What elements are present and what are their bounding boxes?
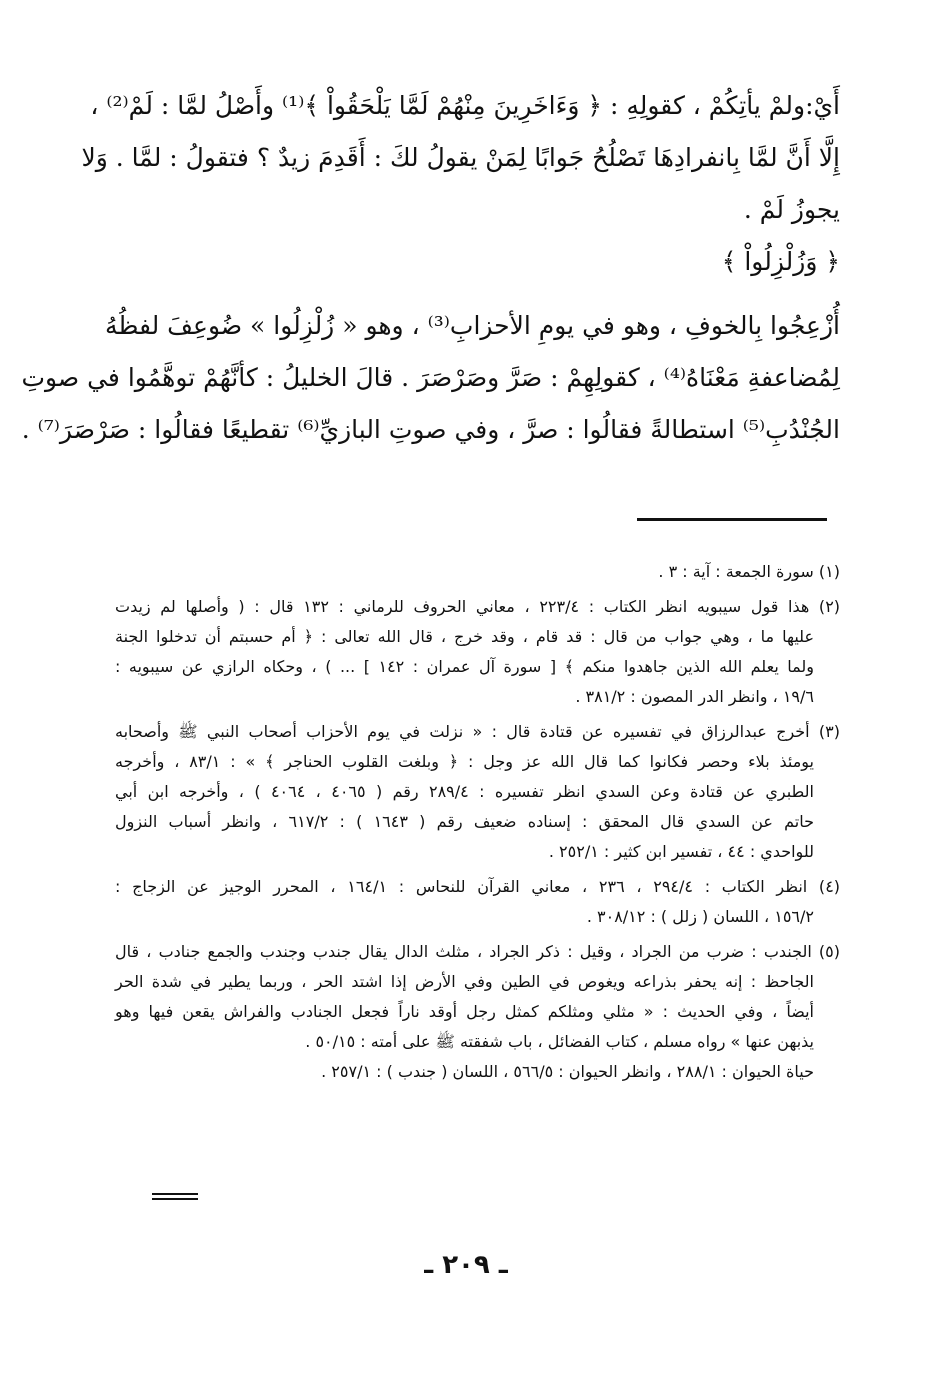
- footnote-5: [115, 937, 840, 1087]
- quran-heading: ﴿ وَزُلْزِلُواْ ﴾: [721, 247, 840, 276]
- main-text-line: يجوزُ لَمْ .: [743, 195, 840, 224]
- main-text: [21, 80, 840, 456]
- footnote-line: الطبري عن قتادة وعن السدي انظر تفسيره : ٢٨٩/٤ رقم ( ٤٠٦٥ ، ٤٠٦٤ ) ، وأخرجه ابن أبي: [115, 782, 814, 801]
- footnote-line: عليها ما ، وهي جواب من قال : قد قام ، وقد خرج ، قال الله تعالى : ﴿ أم حسبتم أن تدخلوا الجنة: [115, 627, 814, 646]
- footnote-line: (١) سورة الجمعة : آية : ٣ .: [658, 562, 840, 581]
- footnote-3: [115, 717, 840, 867]
- footnote-1: [115, 557, 840, 587]
- footnote-4: [115, 872, 840, 932]
- footnote-divider: [637, 518, 827, 521]
- main-text-line: لِمُضاعفةِ مَعْنَاهُ⁽⁴⁾ ، كقولِهِمْ : صَرَّ وصَرْصَرَ . قالَ الخليلُ : كأنَّهُمْ توهَّمُوا في صوتِ: [21, 363, 840, 392]
- footnote-line: (٢) هذا قول سيبويه انظر الكتاب : ٢٢٣/٤ ، معاني الحروف للرماني : ١٣٢ قال : ( وأصلها لم زيدت: [115, 597, 841, 616]
- main-text-line: إِلَّا أَنَّ لمَّا بِانفرادِهَا تَصْلُحُ جَوابًا لِمَنْ يقولُ لكَ : أَقَدِمَ زيدٌ ؟ فتقولُ : لمَّا . وَلا: [81, 143, 840, 172]
- footnote-line: حاتم عن السدي قال المحقق : إسناده ضعيف رقم ( ١٦٤٣ ) : ٦١٧/٢ ، وانظر أسباب النزول: [115, 812, 815, 831]
- footnote-line: (٥) الجندب : ضرب من الجراد ، وقيل : ذكر الجراد ، مثلث الدال يقال جندب وجندب والجمع جنادب ، قال: [115, 942, 840, 961]
- footnote-line: الجاحظ : إنه يحفر بذراعه ويغوص في الطين وفي الأرض إذا اشتد الحر ، وربما يطير في شدة الحر: [115, 972, 814, 991]
- footnote-line: للواحدي : ٤٤ ، تفسير ابن كثير : ٢٥٢/١ .: [548, 842, 814, 861]
- footnote-2: [115, 592, 840, 712]
- footnote-line: يومئذ بلاء وحصر فكانوا كما قال الله عز وجل : ﴿ وبلغت القلوب الحناجر ﴾ » : ٨٣/١ ، وأخرجه: [115, 752, 814, 771]
- footnote-line: (٣) أخرج عبدالرزاق في تفسيره عن قتادة قال : « نزلت في يوم الأحزاب أصحاب النبي ﷺ وأصحابه: [115, 722, 840, 741]
- footnote-line: حياة الحيوان : ٢٨٨/١ ، وانظر الحيوان : ٥٦٦/٥ ، اللسان ( جندب ) : ٢٥٧/١ .: [321, 1062, 814, 1081]
- main-text-line: أَيْ:ولمْ يأتِكُمْ ، كقولِهِ : ﴿ وَءَاخَرِينَ مِنْهُمْ لَمَّا يَلْحَقُواْ ﴾⁽¹⁾ وأَصْلُ لمَّا : لَمْ⁽²⁾ ،: [90, 91, 840, 120]
- page-number: ـ ٢٠٩ ـ: [424, 1250, 508, 1280]
- main-text-line: الجُنْدُبِ⁽⁵⁾ استطالةً فقالُوا : صرَّ ، وفي صوتِ البازيِّ⁽⁶⁾ تقطيعًا فقالُوا : صَرْصَرَ⁽⁷⁾ .: [21, 415, 840, 444]
- footnote-line: ١٥٦/٢ ، اللسان ( زلل ) : ٣٠٨/١٢ .: [586, 907, 814, 926]
- footnote-line: ولما يعلم الله الذين جاهدوا منكم ﴾ [ سورة آل عمران : ١٤٢ ] ... ) ، وحكاه الرازي عن سيبويه :: [115, 657, 814, 676]
- footnote-line: (٤) انظر الكتاب : ٢٩٤/٤ ، ٢٣٦ ، معاني القرآن للنحاس : ١٦٤/١ ، المحرر الوجيز عن الزجاج :: [115, 877, 841, 896]
- footnote-line: أيضاً ، وفي الحديث : « مثلي ومثلكم كمثل رجل أوقد ناراً فجعل الجنادب والفراش يقعن فيها وهو: [115, 1002, 814, 1021]
- footnote-line: ١٩/٦ ، وانظر الدر المصون : ٣٨١/٢ .: [575, 687, 814, 706]
- main-text-line: أُزْعِجُوا بِالخوفِ ، وهو في يومِ الأحزابِ⁽³⁾ ، وهو « زُلْزِلُوا » ضُوعِفَ لفظُهُ: [105, 311, 840, 340]
- end-of-notes-mark: [152, 1193, 198, 1200]
- footnotes: [115, 557, 840, 1087]
- footnote-line: يذبهن عنها » رواه مسلم ، كتاب الفضائل ، باب شفقته ﷺ على أمته : ٥٠/١٥ .: [305, 1032, 814, 1051]
